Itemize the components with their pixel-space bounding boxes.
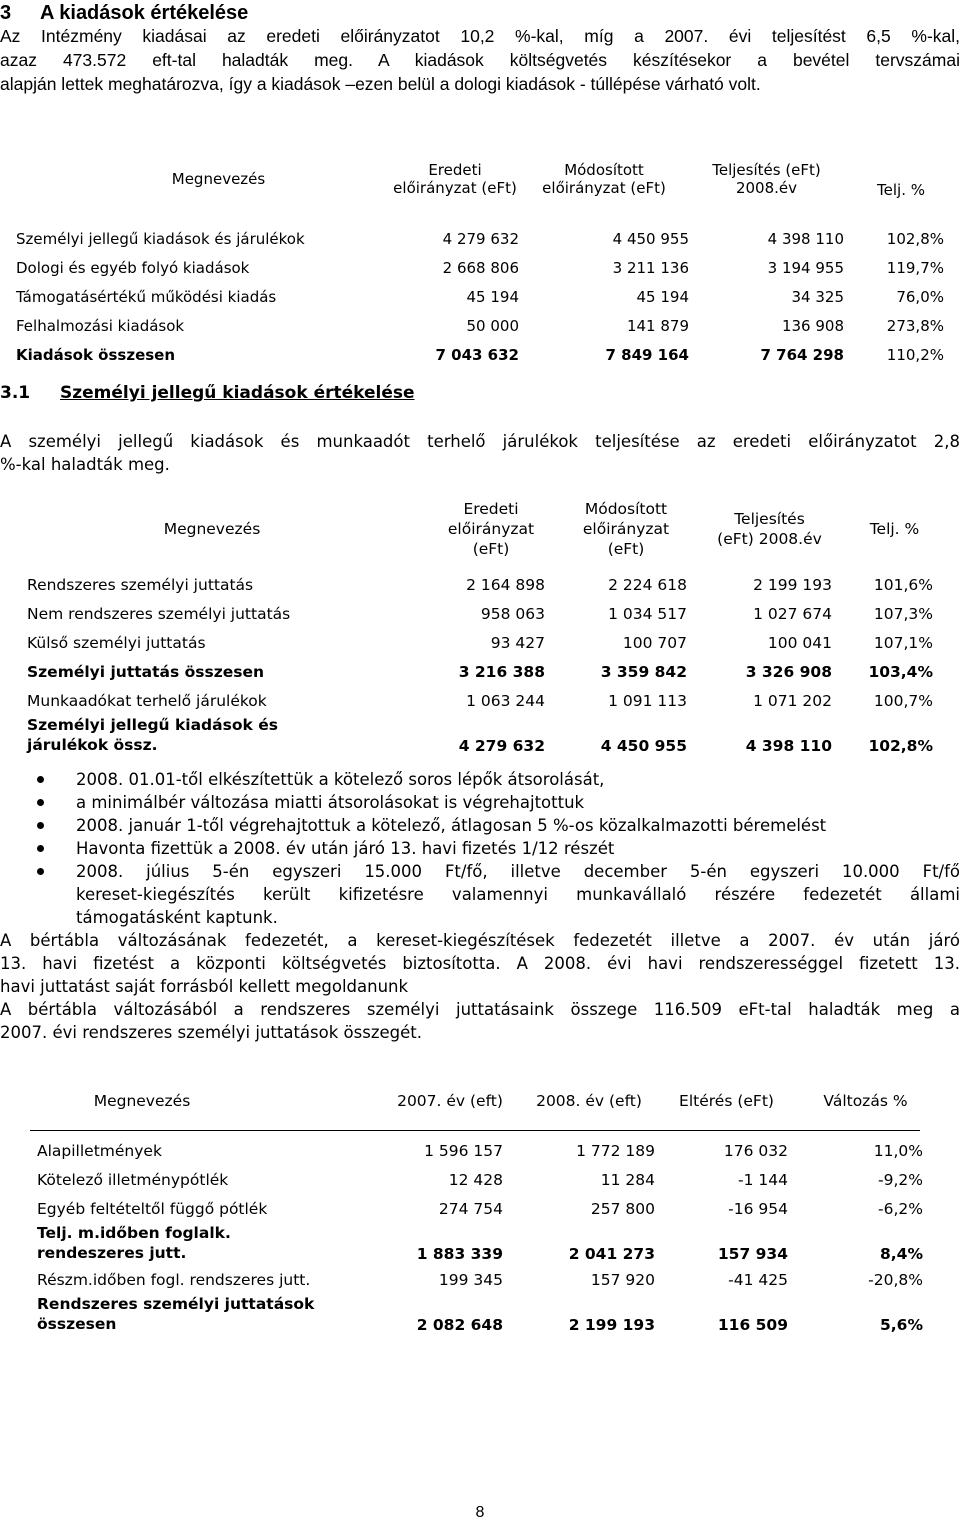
section-title: A kiadások értékelése xyxy=(40,2,249,24)
cell-name xyxy=(37,1294,357,1336)
col-header-modified xyxy=(545,496,687,562)
table-row xyxy=(37,1265,923,1294)
header-line: 2008.év xyxy=(735,179,798,197)
cell-change: -20,8% xyxy=(868,1270,923,1289)
cell-modified: 3 359 842 xyxy=(600,662,687,681)
intro-line: Az Intézmény kiadásai az eredeti előirányzatot 10,2 %-kal, míg a 2007. évi teljesítést 6,5 %-kal, xyxy=(0,26,960,46)
list-item-text: Havonta fizettük a 2008. év után járó 13. havi fizetés 1/12 részét xyxy=(76,839,615,858)
cell-original: 93 427 xyxy=(490,633,545,652)
table-subtotal-row xyxy=(37,1223,923,1265)
paragraph-line: 2007. évi rendszeres személyi juttatások összegét. xyxy=(0,1023,422,1042)
cell-name: Kiadások összesen xyxy=(16,345,176,364)
cell-name: Támogatásértékű működési kiadás xyxy=(16,287,277,306)
cell-change: -9,2% xyxy=(878,1170,923,1189)
cell-line: Telj. m.időben foglalk. xyxy=(37,1224,231,1242)
measures-list xyxy=(0,768,960,929)
cell-original: 7 043 632 xyxy=(435,345,519,364)
subsection-paragraph xyxy=(0,430,960,476)
cell-change: -6,2% xyxy=(878,1199,923,1218)
cell-change: 11,0% xyxy=(873,1141,923,1160)
intro-line: azaz 473.572 eft-tal haladták meg. A kiadások költségvetés készítésekor a bevétel tervszámai xyxy=(0,50,960,70)
paragraph-line: havi juttatást saját forrásból kellett megoldanunk xyxy=(0,977,409,996)
table-row xyxy=(27,570,933,599)
cell-name: Részm.időben fogl. rendszeres jutt. xyxy=(37,1270,311,1289)
cell-modified: 4 450 955 xyxy=(612,229,689,248)
col-header-change: Változás % xyxy=(823,1092,908,1110)
cell-modified: 100 707 xyxy=(622,633,687,652)
subsection-number: 3.1 xyxy=(0,383,31,403)
cell-percent: 100,7% xyxy=(873,691,933,710)
bullet-icon xyxy=(37,776,44,783)
cell-original: 50 000 xyxy=(466,316,519,335)
cell-change: 8,4% xyxy=(880,1245,923,1263)
section-number: 3 xyxy=(0,2,12,24)
table-row xyxy=(16,311,944,340)
cell-2008: 157 920 xyxy=(590,1270,655,1289)
table-header-row xyxy=(16,150,944,208)
cell-percent: 107,1% xyxy=(873,633,933,652)
expenses-table xyxy=(16,150,944,369)
cell-performance: 3 194 955 xyxy=(767,258,844,277)
header-line: Módosított xyxy=(564,161,644,179)
table-row xyxy=(16,282,944,311)
header-line: Teljesítés (eFt) xyxy=(712,161,821,179)
cell-original: 2 668 806 xyxy=(442,258,519,277)
header-line: előirányzat (eFt) xyxy=(542,179,666,197)
header-line: (eFt) 2008.év xyxy=(717,530,822,548)
col-header-original xyxy=(391,150,519,208)
list-item xyxy=(0,837,960,860)
table-row xyxy=(16,224,944,253)
cell-modified: 1 034 517 xyxy=(608,604,687,623)
cell-name: Felhalmozási kiadások xyxy=(16,316,185,335)
cell-name: Rendszeres személyi juttatás xyxy=(27,575,254,594)
subsection-title: Személyi jellegű kiadások értékelése xyxy=(60,383,415,403)
list-item-text: 2008. 01.01-től elkészítettük a kötelező soros lépők átsorolását, xyxy=(76,770,605,789)
table-row xyxy=(16,253,944,282)
cell-difference: 157 934 xyxy=(717,1245,788,1263)
cell-percent: 273,8% xyxy=(886,316,944,335)
col-header-percent: Telj. % xyxy=(877,181,925,199)
cell-performance: 1 027 674 xyxy=(753,604,832,623)
table-header-row xyxy=(37,1086,923,1116)
cell-performance: 136 908 xyxy=(781,316,844,335)
col-header-difference: Eltérés (eFt) xyxy=(679,1092,774,1110)
cell-performance: 2 199 193 xyxy=(753,575,832,594)
cell-percent: 76,0% xyxy=(896,287,944,306)
cell-performance: 1 071 202 xyxy=(753,691,832,710)
cell-line: járulékok össz. xyxy=(27,736,158,754)
cell-2007: 1 883 339 xyxy=(416,1245,503,1263)
cell-line: rendeszeres jutt. xyxy=(37,1244,187,1262)
col-header-modified xyxy=(519,150,689,208)
list-item xyxy=(0,791,960,814)
regular-personnel-table xyxy=(37,1086,923,1336)
header-line: előirányzat xyxy=(582,520,670,538)
col-header-2008: 2008. év (eft) xyxy=(536,1092,642,1110)
cell-2008: 1 772 189 xyxy=(576,1141,655,1160)
cell-2007: 199 345 xyxy=(438,1270,503,1289)
col-header-performance xyxy=(689,150,844,208)
header-line: Eredeti xyxy=(428,161,482,179)
cell-line: Rendszeres személyi juttatások xyxy=(37,1295,315,1313)
cell-modified: 45 194 xyxy=(636,287,689,306)
cell-original: 958 063 xyxy=(480,604,545,623)
summary-paragraph xyxy=(0,998,960,1044)
cell-2008: 2 199 193 xyxy=(568,1316,655,1334)
cell-percent: 102,8% xyxy=(868,737,933,755)
cell-change: 5,6% xyxy=(880,1316,923,1334)
cell-difference: -1 144 xyxy=(738,1170,788,1189)
table-total-row xyxy=(27,715,933,757)
cell-2007: 274 754 xyxy=(438,1199,503,1218)
cell-original: 4 279 632 xyxy=(442,229,519,248)
cell-modified: 2 224 618 xyxy=(608,575,687,594)
cell-name: Személyi jellegű kiadások és járulékok xyxy=(16,229,305,248)
cell-performance: 4 398 110 xyxy=(767,229,844,248)
page-number: 8 xyxy=(475,1504,485,1521)
cell-2007: 2 082 648 xyxy=(416,1316,503,1334)
table-row xyxy=(37,1194,923,1223)
header-line: Eredeti xyxy=(463,500,519,518)
cell-name: Dologi és egyéb folyó kiadások xyxy=(16,258,250,277)
col-header-performance xyxy=(687,496,832,562)
cell-name: Egyéb feltételtől függő pótlék xyxy=(37,1199,268,1218)
table-total-row xyxy=(16,340,944,369)
intro-line: alapján lettek meghatározva, így a kiadások –ezen belül a dologi kiadások - túllépése várható volt. xyxy=(0,74,761,94)
table-header-row xyxy=(27,496,933,562)
list-item xyxy=(0,860,960,929)
list-item-text: 2008. július 5-én egyszeri 15.000 Ft/fő, illetve december 5-én egyszeri 10.000 Ft/fő xyxy=(76,862,960,881)
col-header-name: Megnevezés xyxy=(171,170,266,188)
header-line: Teljesítés xyxy=(734,510,805,528)
cell-2007: 1 596 157 xyxy=(424,1141,503,1160)
paragraph-line: %-kal haladták meg. xyxy=(0,455,170,474)
cell-line: összesen xyxy=(37,1315,117,1333)
cell-modified: 3 211 136 xyxy=(612,258,689,277)
cell-2008: 11 284 xyxy=(600,1170,655,1189)
cell-performance: 7 764 298 xyxy=(760,345,844,364)
cell-difference: 116 509 xyxy=(717,1316,788,1334)
subsection-heading xyxy=(0,383,415,403)
cell-2008: 2 041 273 xyxy=(568,1245,655,1263)
cell-2008: 257 800 xyxy=(590,1199,655,1218)
cell-name: Nem rendszeres személyi juttatás xyxy=(27,604,291,623)
cell-percent: 119,7% xyxy=(886,258,944,277)
cell-original: 2 164 898 xyxy=(466,575,545,594)
col-header-2007: 2007. év (eft) xyxy=(397,1092,503,1110)
header-line: Módosított xyxy=(584,500,668,518)
header-line: előirányzat (eFt) xyxy=(393,179,517,197)
cell-name xyxy=(37,1223,357,1265)
table-total-row xyxy=(37,1294,923,1336)
table-row xyxy=(27,628,933,657)
table-subtotal-row xyxy=(27,657,933,686)
cell-difference: 176 032 xyxy=(723,1141,788,1160)
list-item-text: 2008. január 1-től végrehajtottuk a kötelező, átlagosan 5 %-os közalkalmazotti béremelést xyxy=(76,816,827,835)
col-header-percent: Telj. % xyxy=(869,520,920,538)
cell-name: Kötelező illetménypótlék xyxy=(37,1170,229,1189)
cell-modified: 4 450 955 xyxy=(600,737,687,755)
cell-percent: 101,6% xyxy=(873,575,933,594)
col-header-original xyxy=(397,496,545,562)
paragraph-line: A bértábla változásából a rendszeres személyi juttatásaink összege 116.509 eFt-tal haladták meg a xyxy=(0,1000,960,1019)
cell-original: 45 194 xyxy=(466,287,519,306)
cell-line: Személyi jellegű kiadások és xyxy=(27,716,278,734)
cell-performance: 100 041 xyxy=(767,633,832,652)
list-item-text: a minimálbér változása miatti átsorolásokat is végrehajtottuk xyxy=(76,793,585,812)
cell-difference: -41 425 xyxy=(728,1270,788,1289)
cell-name: Munkaadókat terhelő járulékok xyxy=(27,691,267,710)
list-item-text: támogatásként kaptunk. xyxy=(76,908,278,927)
paragraph-line: A személyi jellegű kiadások és munkaadót terhelő járulékok teljesítése az eredeti előirányzatot 2,8 xyxy=(0,432,960,451)
list-item xyxy=(0,814,960,837)
col-header-name: Megnevezés xyxy=(163,520,261,538)
bullet-icon xyxy=(37,868,44,875)
cell-performance: 3 326 908 xyxy=(745,662,832,681)
header-line: (eFt) xyxy=(472,540,510,558)
cell-percent: 107,3% xyxy=(873,604,933,623)
cell-modified: 7 849 164 xyxy=(605,345,689,364)
cell-difference: -16 954 xyxy=(728,1199,788,1218)
cell-modified: 141 879 xyxy=(626,316,689,335)
cell-original: 3 216 388 xyxy=(458,662,545,681)
funding-paragraph xyxy=(0,929,960,998)
cell-2007: 12 428 xyxy=(448,1170,503,1189)
cell-percent: 110,2% xyxy=(886,345,944,364)
cell-name: Személyi juttatás összesen xyxy=(27,662,265,681)
section-heading xyxy=(0,0,248,26)
bullet-icon xyxy=(37,799,44,806)
cell-original: 4 279 632 xyxy=(458,737,545,755)
table-row xyxy=(37,1165,923,1194)
personnel-expenses-table xyxy=(27,496,933,757)
table-row xyxy=(27,686,933,715)
header-line: előirányzat xyxy=(447,520,535,538)
intro-paragraph xyxy=(0,24,960,96)
cell-name: Külső személyi juttatás xyxy=(27,633,206,652)
cell-original: 1 063 244 xyxy=(466,691,545,710)
bullet-icon xyxy=(37,845,44,852)
cell-percent: 103,4% xyxy=(868,662,933,681)
bullet-icon xyxy=(37,822,44,829)
table-row xyxy=(27,599,933,628)
cell-name: Alapilletmények xyxy=(37,1141,162,1160)
cell-performance: 34 325 xyxy=(791,287,844,306)
header-line: (eFt) xyxy=(607,540,645,558)
list-item xyxy=(0,768,960,791)
cell-percent: 102,8% xyxy=(886,229,944,248)
cell-performance: 4 398 110 xyxy=(745,737,832,755)
table-row xyxy=(37,1136,923,1165)
cell-name xyxy=(27,715,397,757)
cell-modified: 1 091 113 xyxy=(608,691,687,710)
paragraph-line: 13. havi fizetést a központi költségvetés biztosította. A 2008. évi havi rendszerességgel fizetett 13. xyxy=(0,954,960,973)
col-header-name: Megnevezés xyxy=(93,1092,191,1110)
paragraph-line: A bértábla változásának fedezetét, a kereset-kiegészítések fedezetét illetve a 2007. év után járó xyxy=(0,931,960,950)
list-item-text: kereset-kiegészítés került kifizetésre valamennyi munkavállaló részére fedezetét állami xyxy=(76,885,960,904)
